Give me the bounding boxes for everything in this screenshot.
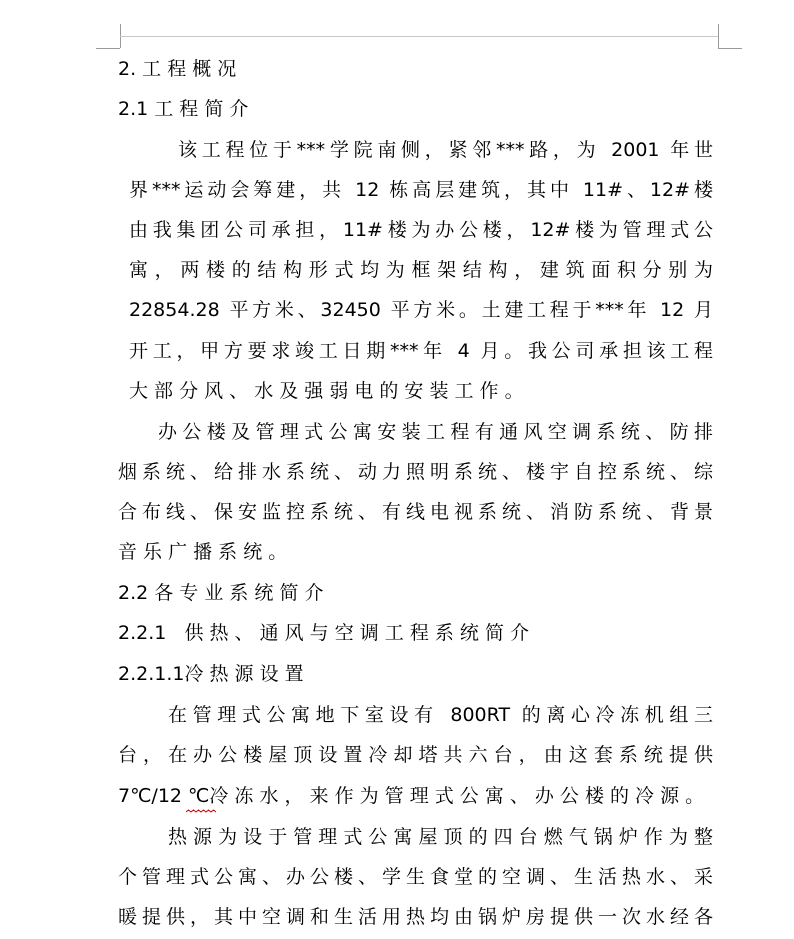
crop-mark-top-right-horizontal [718,48,742,49]
paragraph-line: 音 乐 广 播 系 统 。 [118,541,288,563]
crop-mark-top-left-horizontal [96,48,120,49]
paragraph-line: 台，在办公楼屋顶设置冷却塔共六台，由这套系统提供 [118,744,713,766]
paragraph-line: 开工，甲方要求竣工日期***年 4 月。我公司承担该工程 [129,340,713,362]
header-boundary-line [120,36,718,37]
crop-mark-top-right-vertical [718,24,719,48]
paragraph-line: 烟系统、给排水系统、动力照明系统、楼宇自控系统、综 [118,461,713,483]
paragraph-line: 界***运动会筹建，共 12 栋高层建筑，其中 11#、12#楼 [129,179,713,201]
paragraph-line: 7℃/12 ℃冷 冻 水 ， 来 作 为 管 理 式 公 寓 、 办 公 楼 的 冷 源 。 [118,785,705,807]
paragraph-line: 22854.28 平方米、32450 平方米。土建工程于***年 12 月 [129,299,713,321]
paragraph-line: 在管理式公寓地下室设有 800RT 的离心冷冻机组三 [168,704,713,726]
section-heading: 2.2.1 供 热 、 通 风 与 空 调 工 程 系 统 简 介 [118,622,529,644]
section-heading: 2.2 各 专 业 系 统 简 介 [118,582,324,604]
paragraph-line: 大 部 分 风 、 水 及 强 弱 电 的 安 装 工 作 。 [129,380,524,402]
section-heading: 2. 工 程 概 况 [118,58,237,80]
spelling-underline [186,809,216,813]
paragraph-line: 由我集团公司承担，11#楼为办公楼，12#楼为管理式公 [129,219,713,241]
section-heading: 2.2.1.1冷 热 源 设 置 [118,663,304,685]
section-heading: 2.1 工 程 简 介 [118,98,249,120]
paragraph-line: 暖提供，其中空调和生活用热均由锅炉房提供一次水经各 [118,906,713,928]
paragraph-line: 热源为设于管理式公寓屋顶的四台燃气锅炉作为整 [168,826,713,848]
paragraph-line: 寓，两楼的结构形式均为框架结构，建筑面积分别为 [129,259,713,281]
paragraph-line: 合布线、保安监控系统、有线电视系统、消防系统、背景 [118,501,713,523]
paragraph-line: 个管理式公寓、办公楼、学生食堂的空调、生活热水、采 [118,866,713,888]
paragraph-line: 办公楼及管理式公寓安装工程有通风空调系统、防排 [158,421,713,443]
paragraph-line: 该工程位于***学院南侧，紧邻***路，为 2001 年世 [178,139,713,161]
